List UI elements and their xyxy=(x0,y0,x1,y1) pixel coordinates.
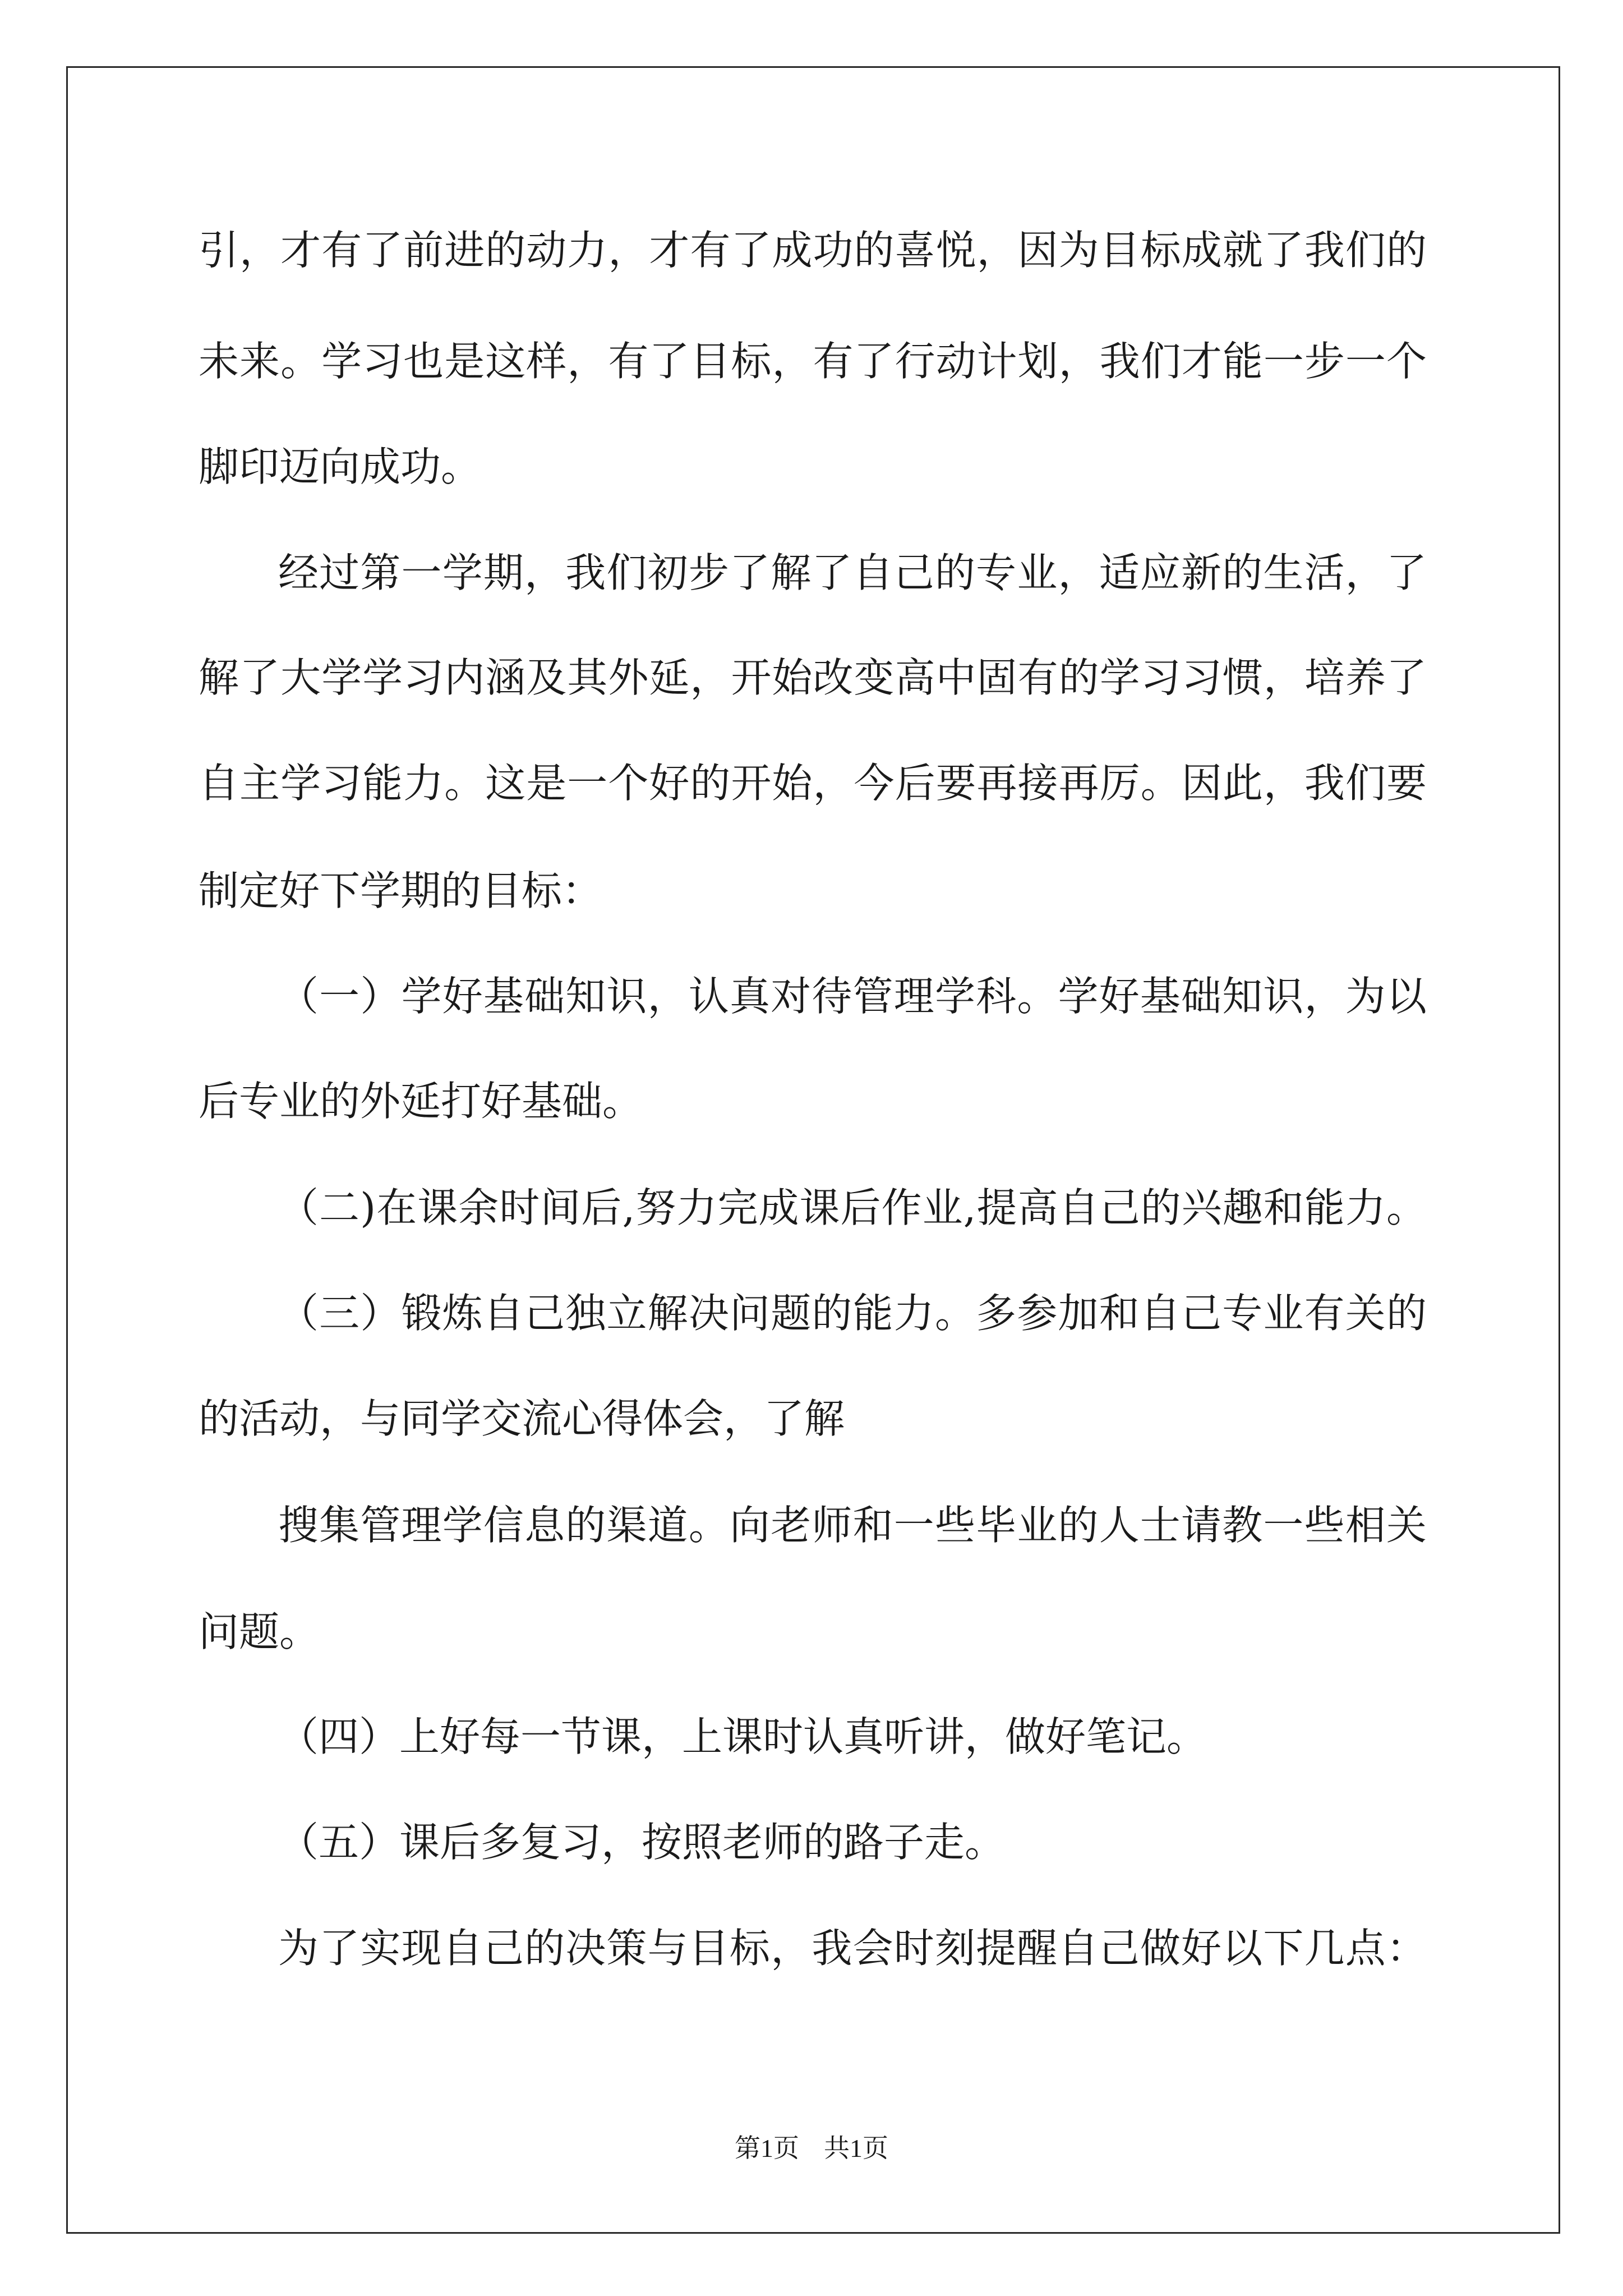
list-item-line: （二)在课余时间后,努力完成课后作业,提高自己的兴趣和能力。 xyxy=(278,1184,1427,1231)
paragraph-line: 解了大学学习内涵及其外延，开始改变高中固有的学习习惯，培养了 xyxy=(199,654,1427,701)
paragraph-line: 自主学习能力。这是一个好的开始，今后要再接再厉。因此，我们要 xyxy=(199,760,1427,807)
list-item-line: （一）学好基础知识，认真对待管理学科。学好基础知识，为以 xyxy=(278,973,1427,1020)
paragraph-line: 搜集管理学信息的渠道。向老师和一些毕业的人士请教一些相关 xyxy=(278,1502,1427,1549)
list-item-line: （四）上好每一节课，上课时认真听讲，做好笔记。 xyxy=(278,1713,1207,1760)
page-border xyxy=(66,66,1560,2234)
list-item-line: （五）课后多复习，按照老师的路子走。 xyxy=(278,1819,1006,1866)
page-number: 第1页 xyxy=(735,2134,799,2162)
paragraph-line: 引，才有了前进的动力，才有了成功的喜悦，因为目标成就了我们的 xyxy=(199,227,1427,274)
paragraph-line: 制定好下学期的目标： xyxy=(199,867,603,914)
page-footer xyxy=(0,2136,1623,2161)
paragraph-line: 未来。学习也是这样，有了目标，有了行动计划，我们才能一步一个 xyxy=(199,338,1427,385)
list-item-line: 后专业的外延打好基础。 xyxy=(199,1078,643,1125)
paragraph-line: 问题。 xyxy=(199,1608,320,1655)
paragraph-line: 经过第一学期，我们初步了解了自己的专业，适应新的生活，了 xyxy=(278,549,1427,596)
page-total: 共1页 xyxy=(824,2134,888,2162)
list-item-line: 的活动，与同学交流心得体会，了解 xyxy=(199,1395,845,1442)
paragraph-line: 脚印迈向成功。 xyxy=(199,443,482,490)
paragraph-line: 为了实现自己的决策与目标，我会时刻提醒自己做好以下几点： xyxy=(278,1925,1427,1972)
list-item-line: （三）锻炼自己独立解决问题的能力。多参加和自己专业有关的 xyxy=(278,1290,1427,1337)
